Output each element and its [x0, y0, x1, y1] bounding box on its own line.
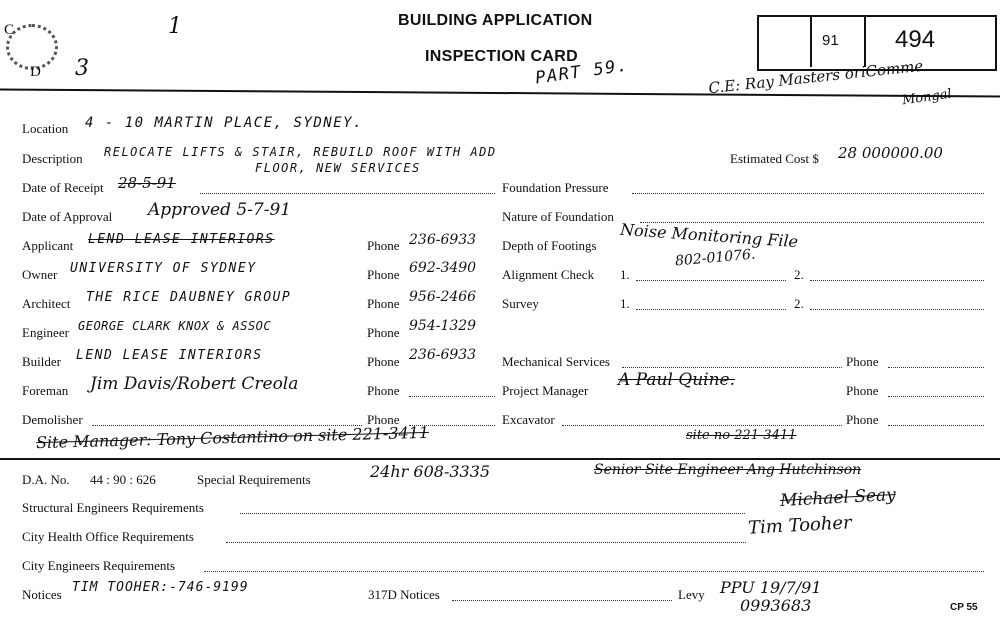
alignment-line-2: [810, 280, 984, 281]
structural-engineers-line: [240, 513, 745, 514]
location-value: 4 - 10 MARTIN PLACE, SYDNEY.: [85, 115, 364, 131]
city-engineers-line: [204, 571, 984, 572]
foundation-pressure-label: Foundation Pressure: [502, 180, 609, 195]
location-label: Location: [22, 121, 69, 136]
engineer-value: GEORGE CLARK KNOX & ASSOC: [78, 319, 272, 333]
date-approval-value: Approved 5-7-91: [148, 200, 292, 220]
owner-phone-label: Phone: [367, 267, 400, 282]
survey-label: Survey: [502, 296, 539, 311]
engineer-label: Engineer: [22, 325, 69, 340]
mechanical-services-label: Mechanical Services: [502, 354, 610, 369]
city-health-name: Tim Tooher: [747, 512, 853, 539]
foreman-label: Foreman: [22, 383, 69, 398]
owner-value: UNIVERSITY OF SYDNEY: [70, 261, 257, 276]
levy-value-2: 0993683: [740, 596, 812, 615]
levy-label: Levy: [678, 587, 705, 602]
special-requirements-label: Special Requirements: [197, 472, 311, 487]
architect-label: Architect: [22, 296, 71, 311]
footer-code: CP 55: [950, 602, 978, 613]
notices-317d-line: [452, 600, 672, 601]
corner-c-label: C: [4, 22, 15, 38]
depth-footings-value: Noise Monitoring File: [619, 219, 799, 252]
alignment-check-2: 2.: [794, 267, 804, 282]
da-no-value: 44 : 90 : 626: [90, 472, 156, 487]
survey-line-1: [636, 309, 786, 310]
levy-value: PPU 19/7/91: [720, 578, 822, 597]
architect-phone-label: Phone: [367, 296, 400, 311]
foreman-value: Jim Davis/Robert Creola: [90, 374, 299, 394]
city-health-line: [226, 542, 746, 543]
notices-value: TIM TOOHER:-746-9199: [72, 580, 249, 595]
owner-phone-value: 692-3490: [409, 260, 477, 276]
depth-footings-value-2: 802-01076.: [674, 246, 756, 270]
top-rule: [0, 89, 1000, 98]
date-receipt-line: [200, 193, 495, 194]
project-manager-phone-label: Phone: [846, 383, 879, 398]
excavator-line: [562, 425, 842, 426]
ce-note-2: Mongal: [901, 86, 953, 109]
excavator-phone-line: [888, 425, 984, 426]
da-no-label: D.A. No.: [22, 472, 70, 487]
mechanical-phone-line: [888, 367, 984, 368]
special-requirements-phone: 24hr 608-3335: [370, 462, 491, 481]
card-number-left: 91: [822, 32, 839, 49]
corner-d-value: 3: [75, 56, 89, 81]
card-number-box: [757, 15, 997, 71]
builder-phone-value: 236-6933: [409, 347, 477, 363]
depth-footings-label: Depth of Footings: [502, 238, 597, 253]
description-label: Description: [22, 151, 83, 166]
mechanical-services-line: [622, 367, 842, 368]
builder-value: LEND LEASE INTERIORS: [76, 348, 263, 363]
owner-label: Owner: [22, 267, 58, 282]
date-receipt-value: 28-5-91: [118, 174, 176, 192]
estimated-cost-label: Estimated Cost $: [730, 151, 819, 166]
date-receipt-label: Date of Receipt: [22, 180, 104, 195]
architect-phone-value: 956-2466: [409, 289, 477, 305]
demolisher-label: Demolisher: [22, 412, 83, 427]
part-number: PART 59.: [534, 55, 630, 89]
excavator-phone-label: Phone: [846, 412, 879, 427]
engineer-phone-value: 954-1329: [409, 318, 477, 334]
applicant-phone-value: 236-6933: [409, 232, 477, 248]
applicant-label: Applicant: [22, 238, 74, 253]
senior-engineer-note: Senior Site Engineer Ang Hutchinson: [594, 462, 862, 478]
city-engineers-label: City Engineers Requirements: [22, 558, 176, 573]
structural-engineers-name: Michael Seay: [779, 484, 897, 512]
project-manager-value: A Paul Quine.: [618, 370, 736, 390]
survey-line-2: [810, 309, 984, 310]
alignment-line-1: [636, 280, 786, 281]
foundation-pressure-line: [632, 193, 984, 194]
project-manager-phone-line: [888, 396, 984, 397]
nature-foundation-label: Nature of Foundation: [502, 209, 614, 224]
foreman-phone-label: Phone: [367, 383, 400, 398]
mechanical-phone-label: Phone: [846, 354, 879, 369]
applicant-phone-label: Phone: [367, 238, 400, 253]
site-manager-note: Site Manager: Tony Costantino on site 221-3411: [35, 422, 430, 453]
survey-2: 2.: [794, 296, 804, 311]
nature-foundation-line: [640, 222, 984, 223]
engineer-phone-label: Phone: [367, 325, 400, 340]
project-manager-label: Project Manager: [502, 383, 589, 398]
card-title: BUILDING APPLICATION: [398, 12, 593, 29]
applicant-value: LEND LEASE INTERIORS: [88, 232, 275, 247]
city-health-label: City Health Office Requirements: [22, 529, 194, 544]
description-value-2: FLOOR, NEW SERVICES: [255, 161, 421, 175]
card-subtitle: INSPECTION CARD: [425, 48, 578, 65]
alignment-check-label: Alignment Check: [502, 267, 595, 282]
builder-label: Builder: [22, 354, 61, 369]
corner-c-value: 1: [168, 14, 182, 39]
structural-engineers-label: Structural Engineers Requirements: [22, 500, 204, 515]
demolisher-phone-label: Phone: [367, 412, 400, 427]
alignment-check-1: 1.: [620, 267, 630, 282]
foreman-phone-line: [409, 396, 495, 397]
builder-phone-label: Phone: [367, 354, 400, 369]
ce-note: C.E: Ray Masters oriComme: [707, 56, 925, 98]
site-number-note: site no 221-3411: [686, 428, 797, 443]
notices-label: Notices: [22, 587, 62, 602]
date-approval-label: Date of Approval: [22, 209, 113, 224]
middle-rule: [0, 458, 1000, 460]
notices-317d-label: 317D Notices: [368, 587, 440, 602]
corner-d-label: D: [30, 64, 41, 80]
card-number-right: 494: [895, 26, 936, 53]
excavator-label: Excavator: [502, 412, 555, 427]
architect-value: THE RICE DAUBNEY GROUP: [86, 290, 292, 305]
description-value: RELOCATE LIFTS & STAIR, REBUILD ROOF WITH ADD: [104, 145, 497, 159]
survey-1: 1.: [620, 296, 630, 311]
estimated-cost-value: 28 000000.00: [838, 144, 943, 162]
